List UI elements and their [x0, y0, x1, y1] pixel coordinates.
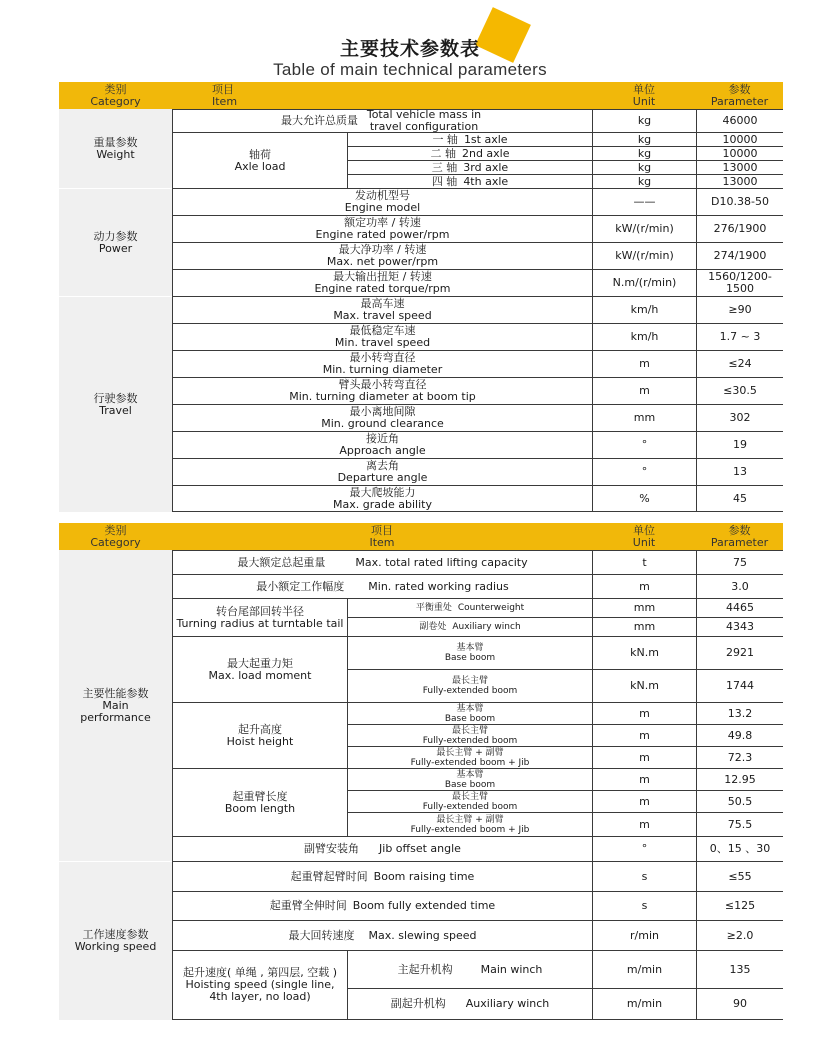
category-speed-en: Working speed	[74, 940, 157, 953]
value-tail-aux-winch: 4343	[696, 617, 783, 636]
item-boom-raising-en: Boom raising time	[373, 869, 475, 883]
unit-main-winch: m/min	[592, 950, 696, 988]
length-jib-en: Fully-extended boom + Jib	[410, 824, 530, 835]
unit-hoist-full: m	[592, 724, 696, 746]
tail-counterweight	[347, 598, 592, 617]
value-engine-model: D10.38-50	[696, 188, 783, 215]
unit-working-radius: m	[592, 574, 696, 598]
item-torque-cn: 最大输出扭矩 / 转速	[333, 270, 432, 283]
tail-aux-winch	[347, 617, 592, 636]
item-boom-raising-cn: 起重臂起臂时间	[290, 869, 368, 883]
unit-length-jib: m	[592, 812, 696, 836]
axle-1	[347, 132, 592, 146]
moment-full-boom-en: Fully-extended boom	[422, 686, 518, 696]
item-min-speed-cn: 最低稳定车速	[349, 324, 416, 337]
length-jib	[347, 812, 592, 836]
item-turning-diameter-cn: 最小转弯直径	[349, 351, 416, 364]
header-item	[172, 82, 592, 109]
unit-aux-winch: m/min	[592, 988, 696, 1020]
item-max-speed-cn: 最高车速	[360, 297, 405, 310]
item-rated-power-cn: 额定功率 / 转速	[344, 216, 421, 229]
hoisting-aux-winch-en: Auxiliary winch	[465, 997, 550, 1010]
value-boom-extend: ≤125	[696, 891, 783, 920]
item-max-speed	[172, 296, 592, 323]
item-hoisting-speed-en2: 4th layer, no load)	[209, 990, 311, 1003]
item-working-radius	[172, 574, 592, 598]
unit-grade-ability: %	[592, 485, 696, 512]
item-boom-tip-diameter	[172, 377, 592, 404]
item-boom-length-en: Boom length	[224, 801, 296, 815]
item-axle-load	[172, 132, 347, 188]
hoisting-main-winch-cn: 主起升机构	[397, 962, 453, 976]
hoisting-aux-winch-cn: 副起升机构	[390, 997, 446, 1010]
hoisting-main-winch-en: Main winch	[480, 962, 543, 976]
item-axle-load-cn: 轴荷	[249, 147, 271, 161]
unit-axle-4: kg	[592, 174, 696, 188]
item-hoist-height	[172, 702, 347, 768]
item-load-moment	[172, 636, 347, 702]
value-axle-4: 13000	[696, 174, 783, 188]
header2-category-en: Category	[90, 535, 141, 549]
item-slewing-speed	[172, 920, 592, 950]
length-full-boom	[347, 790, 592, 812]
header-unit-en: Unit	[632, 94, 656, 108]
axle-2-en: 2nd axle	[461, 146, 510, 160]
item-grade-ability	[172, 485, 592, 512]
value-axle-1: 10000	[696, 132, 783, 146]
value-boom-raising: ≤55	[696, 861, 783, 891]
header-item-en: Item	[212, 94, 238, 108]
value-max-speed: ≥90	[696, 296, 783, 323]
axle-4	[347, 174, 592, 188]
item-hoisting-speed-en1: Hoisting speed (single line,	[185, 978, 335, 991]
category-weight	[59, 109, 172, 188]
value-turning-diameter: ≤24	[696, 350, 783, 377]
hoisting-main-winch	[347, 950, 592, 988]
item-torque	[172, 269, 592, 296]
item-boom-extend	[172, 891, 592, 920]
length-base-boom-en: Base boom	[444, 779, 496, 790]
hoist-base-boom	[347, 702, 592, 724]
item-turning-diameter	[172, 350, 592, 377]
category-weight-cn: 重量参数	[93, 135, 138, 149]
item-approach-angle	[172, 431, 592, 458]
unit-boom-raising: s	[592, 861, 696, 891]
value-slewing-speed: ≥2.0	[696, 920, 783, 950]
header2-unit-en: Unit	[632, 535, 656, 549]
item-turning-diameter-en: Min. turning diameter	[322, 363, 443, 376]
header2-param-cn: 参数	[728, 523, 751, 537]
unit-turning-diameter: m	[592, 350, 696, 377]
unit-boom-extend: s	[592, 891, 696, 920]
unit-moment-base: kN.m	[592, 636, 696, 669]
page-title-cn: 主要技术参数表	[339, 38, 480, 60]
header-param-en: Parameter	[710, 94, 769, 108]
item-tail-radius-cn: 转台尾部回转半径	[216, 604, 304, 618]
item-total-mass-cn: 最大允许总质量	[281, 114, 358, 127]
unit-ground-clearance: mm	[592, 404, 696, 431]
item-engine-model-en: Engine model	[344, 201, 421, 214]
unit-axle-2: kg	[592, 146, 696, 160]
value-hoist-jib: 72.3	[696, 746, 783, 768]
category-main-en2: performance	[80, 710, 151, 724]
item-net-power-cn: 最大净功率 / 转速	[338, 243, 427, 256]
parameter-table-2	[59, 523, 783, 1020]
value-length-full: 50.5	[696, 790, 783, 812]
unit-slewing-speed: r/min	[592, 920, 696, 950]
unit-net-power: kW/(r/min)	[592, 242, 696, 269]
category-working-speed	[59, 861, 172, 1020]
value-aux-winch: 90	[696, 988, 783, 1020]
value-jib-offset: 0、15 、30	[696, 836, 783, 861]
category-weight-en: Weight	[96, 147, 135, 161]
header-parameter	[696, 82, 783, 109]
moment-base-boom-cn: 基本臂	[456, 643, 484, 653]
item-grade-ability-en: Max. grade ability	[333, 497, 432, 511]
item-departure-angle-en: Departure angle	[337, 471, 428, 484]
header2-item-en: Item	[369, 535, 395, 549]
value-min-speed: 1.7 ~ 3	[696, 323, 783, 350]
unit-hoist-base: m	[592, 702, 696, 724]
unit-rated-power: kW/(r/min)	[592, 215, 696, 242]
unit-length-base: m	[592, 768, 696, 790]
item-total-mass-en-text: Total vehicle mass in travel configuration	[366, 109, 482, 132]
axle-4-cn: 四 轴	[431, 174, 458, 188]
value-approach-angle: 19	[696, 431, 783, 458]
value-grade-ability: 45	[696, 485, 783, 512]
tail-aux-winch-cn: 副卷处	[419, 622, 447, 632]
item-load-moment-en: Max. load moment	[208, 668, 312, 682]
header-category-en: Category	[90, 94, 141, 108]
tail-counterweight-cn: 平衡重处	[415, 603, 452, 613]
header-param-cn: 参数	[728, 82, 751, 96]
header2-param-en: Parameter	[710, 535, 769, 549]
value-torque: 1560/1200-1500	[696, 269, 783, 296]
value-length-base: 12.95	[696, 768, 783, 790]
length-full-boom-cn: 最长主臂	[451, 791, 488, 802]
item-rated-power-en: Engine rated power/rpm	[315, 228, 450, 241]
item-boom-raising	[172, 861, 592, 891]
item-working-radius-en: Min. rated working radius	[368, 579, 509, 593]
unit-torque: N.m/(r/min)	[592, 269, 696, 296]
unit-boom-tip-diameter: m	[592, 377, 696, 404]
value-rated-power: 276/1900	[696, 215, 783, 242]
item-hoisting-speed	[172, 950, 347, 1020]
axle-1-cn: 一 轴	[432, 132, 458, 146]
value-working-radius: 3.0	[696, 574, 783, 598]
item-boom-length	[172, 768, 347, 836]
item-hoist-height-en: Hoist height	[226, 734, 294, 748]
hoisting-aux-winch	[347, 988, 592, 1020]
header2-category	[59, 523, 172, 550]
item-boom-length-cn: 起重臂长度	[232, 789, 288, 803]
value-ground-clearance: 302	[696, 404, 783, 431]
category-main-cn: 主要性能参数	[82, 686, 149, 700]
item-torque-en: Engine rated torque/rpm	[314, 282, 451, 295]
value-axle-2: 10000	[696, 146, 783, 160]
item-min-speed-en: Min. travel speed	[334, 336, 431, 349]
value-main-winch: 135	[696, 950, 783, 988]
length-base-boom	[347, 768, 592, 790]
unit-moment-full: kN.m	[592, 669, 696, 702]
item-working-radius-cn: 最小额定工作幅度	[256, 579, 345, 593]
value-tail-counterweight: 4465	[696, 598, 783, 617]
category-speed-cn: 工作速度参数	[82, 928, 149, 941]
header2-item-cn: 项目	[371, 523, 393, 537]
length-jib-cn: 最长主臂 + 副臂	[436, 814, 504, 825]
moment-base-boom	[347, 636, 592, 669]
unit-tail-counterweight: mm	[592, 598, 696, 617]
unit-departure-angle: °	[592, 458, 696, 485]
item-boom-tip-diameter-en: Min. turning diameter at boom tip	[289, 390, 476, 403]
parameter-table-1	[59, 82, 783, 512]
value-moment-full: 1744	[696, 669, 783, 702]
hoist-full-boom	[347, 724, 592, 746]
item-lifting-capacity-cn: 最大额定总起重量	[237, 555, 326, 569]
header-unit	[592, 82, 696, 109]
item-boom-extend-en: Boom fully extended time	[352, 899, 496, 912]
tail-aux-winch-en: Auxiliary winch	[452, 622, 521, 632]
value-axle-3: 13000	[696, 160, 783, 174]
item-departure-angle-cn: 离去角	[366, 459, 399, 472]
hoist-jib-en: Fully-extended boom + Jib	[410, 757, 530, 768]
category-power-en: Power	[98, 241, 133, 255]
header2-parameter	[696, 523, 783, 550]
hoist-jib-cn: 最长主臂 + 副臂	[436, 747, 504, 758]
item-slewing-speed-en: Max. slewing speed	[368, 928, 477, 942]
unit-max-speed: km/h	[592, 296, 696, 323]
header-unit-cn: 单位	[633, 82, 655, 96]
value-lifting-capacity: 75	[696, 550, 783, 574]
item-lifting-capacity	[172, 550, 592, 574]
item-lifting-capacity-en: Max. total rated lifting capacity	[355, 555, 528, 569]
item-ground-clearance-cn: 最小离地间隙	[349, 405, 416, 418]
item-total-mass-en	[364, 109, 484, 132]
category-main-en1: Main	[102, 698, 129, 712]
hoist-full-boom-en: Fully-extended boom	[422, 735, 518, 746]
item-hoisting-speed-cn: 起升速度( 单绳 , 第四层, 空载 )	[182, 966, 338, 979]
axle-1-en: 1st axle	[463, 132, 508, 146]
item-net-power	[172, 242, 592, 269]
category-travel	[59, 296, 172, 512]
item-jib-offset-cn: 副臂安装角	[304, 842, 360, 855]
item-tail-radius	[172, 598, 347, 636]
unit-lifting-capacity: t	[592, 550, 696, 574]
header-category	[59, 82, 172, 109]
value-hoist-full: 49.8	[696, 724, 783, 746]
unit-tail-aux-winch: mm	[592, 617, 696, 636]
unit-jib-offset: °	[592, 836, 696, 861]
item-slewing-speed-cn: 最大回转速度	[288, 928, 355, 942]
unit-total-mass: kg	[592, 109, 696, 132]
hoist-jib	[347, 746, 592, 768]
hoist-full-boom-cn: 最长主臂	[451, 725, 488, 736]
item-jib-offset	[172, 836, 592, 861]
unit-approach-angle: °	[592, 431, 696, 458]
category-travel-cn: 行驶参数	[93, 391, 138, 405]
value-moment-base: 2921	[696, 636, 783, 669]
tail-counterweight-en: Counterweight	[457, 603, 525, 613]
hoist-base-boom-en: Base boom	[444, 713, 496, 724]
unit-hoist-jib: m	[592, 746, 696, 768]
axle-3	[347, 160, 592, 174]
moment-base-boom-en: Base boom	[444, 653, 496, 663]
axle-3-cn: 三 轴	[431, 160, 458, 174]
header2-unit	[592, 523, 696, 550]
item-jib-offset-en: Jib offset angle	[379, 842, 461, 855]
item-engine-model-cn: 发动机型号	[355, 189, 410, 202]
item-departure-angle	[172, 458, 592, 485]
item-grade-ability-cn: 最大爬坡能力	[349, 485, 416, 499]
header2-item	[172, 523, 592, 550]
item-net-power-en: Max. net power/rpm	[326, 255, 439, 268]
item-boom-tip-diameter-cn: 臂头最小转弯直径	[338, 378, 427, 391]
item-approach-angle-cn: 接近角	[366, 432, 399, 445]
moment-full-boom	[347, 669, 592, 702]
unit-min-speed: km/h	[592, 323, 696, 350]
category-power	[59, 188, 172, 296]
value-hoist-base: 13.2	[696, 702, 783, 724]
header2-unit-cn: 单位	[633, 523, 655, 537]
unit-axle-1: kg	[592, 132, 696, 146]
category-main-performance	[59, 550, 172, 861]
item-max-speed-en: Max. travel speed	[333, 309, 432, 322]
value-net-power: 274/1900	[696, 242, 783, 269]
item-engine-model	[172, 188, 592, 215]
item-min-speed	[172, 323, 592, 350]
item-load-moment-cn: 最大起重力矩	[227, 656, 293, 670]
value-total-mass: 46000	[696, 109, 783, 132]
category-travel-en: Travel	[99, 403, 132, 417]
item-approach-angle-en: Approach angle	[339, 444, 426, 457]
item-rated-power	[172, 215, 592, 242]
value-length-jib: 75.5	[696, 812, 783, 836]
length-full-boom-en: Fully-extended boom	[422, 801, 518, 812]
page-title-en: Table of main technical parameters	[273, 60, 547, 79]
item-tail-radius-en: Turning radius at turntable tail	[176, 616, 344, 630]
item-boom-extend-cn: 起重臂全伸时间	[269, 899, 347, 912]
category-power-cn: 动力参数	[93, 229, 138, 243]
unit-length-full: m	[592, 790, 696, 812]
axle-2-cn: 二 轴	[430, 146, 456, 160]
unit-axle-3: kg	[592, 160, 696, 174]
axle-2	[347, 146, 592, 160]
header-category-cn: 类别	[104, 82, 127, 96]
axle-4-en: 4th axle	[463, 174, 509, 188]
axle-3-en: 3rd axle	[463, 160, 509, 174]
value-departure-angle: 13	[696, 458, 783, 485]
item-ground-clearance	[172, 404, 592, 431]
header-item-cn: 项目	[212, 82, 234, 96]
unit-engine-model: ——	[592, 188, 696, 215]
header2-category-cn: 类别	[104, 523, 127, 537]
hoist-base-boom-cn: 基本臂	[456, 703, 484, 714]
length-base-boom-cn: 基本臂	[456, 769, 484, 780]
item-total-mass	[172, 109, 592, 132]
item-ground-clearance-en: Min. ground clearance	[321, 417, 444, 430]
item-hoist-height-cn: 起升高度	[238, 722, 282, 736]
moment-full-boom-cn: 最长主臂	[451, 676, 488, 686]
item-axle-load-en: Axle load	[234, 159, 286, 173]
header	[0, 0, 820, 82]
value-boom-tip-diameter: ≤30.5	[696, 377, 783, 404]
